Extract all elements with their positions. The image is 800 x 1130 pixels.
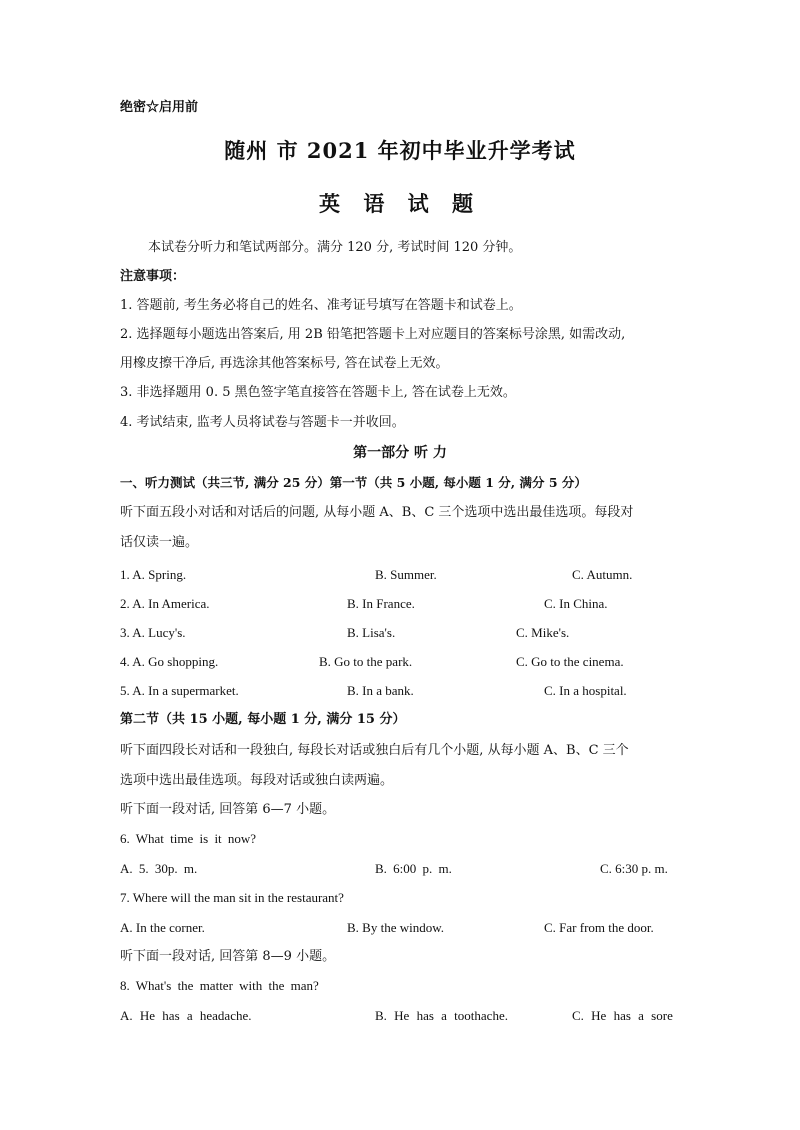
- question-stem: 8. What's the matter with the man?: [120, 978, 319, 993]
- question-option-a: 4. A. Go shopping.: [120, 654, 219, 669]
- question-option-b: B. Go to the park.: [319, 654, 413, 669]
- question-option-c: C. Go to the cinema.: [516, 654, 624, 669]
- question-option-c: C. In a hospital.: [544, 683, 627, 698]
- question-option-a: A. In the corner.: [120, 920, 205, 935]
- question-option-c: C. 6:30 p. m.: [600, 861, 668, 876]
- question-stem: 6. What time is it now?: [120, 831, 257, 846]
- section2-heading: 第二节（共 15 小题, 每小题 1 分, 满分 15 分）: [120, 712, 406, 727]
- note-item: 2. 选择题每小题选出答案后, 用 2B 铅笔把答题卡上对应题目的答案标号涂黑, 如需改动,: [120, 327, 626, 342]
- note-item: 3. 非选择题用 0. 5 黑色签字笔直接答在答题卡上, 答在试卷上无效。: [120, 385, 516, 400]
- question-option-b: B. 6:00 p. m.: [375, 861, 452, 876]
- note-item: 1. 答题前, 考生务必将自己的姓名、准考证号填写在答题卡和试卷上。: [120, 298, 522, 313]
- question-option-b: B. Summer.: [375, 567, 437, 582]
- question-option-b: B. In France.: [347, 596, 415, 611]
- question-option-a: 1. A. Spring.: [120, 567, 187, 582]
- dialog-intro: 听下面一段对话, 回答第 6—7 小题。: [120, 802, 336, 817]
- dialog-intro: 听下面一段对话, 回答第 8—9 小题。: [120, 949, 336, 964]
- question-option-c: C. Far from the door.: [544, 920, 654, 935]
- intro-text: 本试卷分听力和笔试两部分。满分 120 分, 考试时间 120 分钟。: [148, 240, 522, 255]
- question-option-c: C. In China.: [544, 596, 608, 611]
- note-item: 4. 考试结束, 监考人员将试卷与答题卡一并收回。: [120, 415, 405, 430]
- notes-heading: 注意事项：: [120, 269, 186, 284]
- question-option-a: 5. A. In a supermarket.: [120, 683, 239, 698]
- section2-instructions: 选项中选出最佳选项。每段对话或独白读两遍。: [120, 773, 394, 788]
- question-option-a: 2. A. In America.: [120, 596, 210, 611]
- question-option-c: C. He has a sore: [572, 1008, 673, 1023]
- question-option-c: C. Autumn.: [572, 567, 633, 582]
- secret-label: 绝密☆启用前: [120, 100, 199, 115]
- exam-title: 随州 市 2021 年初中毕业升学考试: [224, 138, 576, 163]
- question-option-c: C. Mike's.: [516, 625, 570, 640]
- question-stem: 7. Where will the man sit in the restaurant?: [120, 890, 344, 905]
- section1-instructions: 听下面五段小对话和对话后的问题, 从每小题 A、B、C 三个选项中选出最佳选项。每段对: [120, 505, 634, 520]
- question-option-a: A. 5. 30p. m.: [120, 861, 198, 876]
- question-option-b: B. By the window.: [347, 920, 445, 935]
- section1-heading: 一、听力测试（共三节, 满分 25 分）第一节（共 5 小题, 每小题 1 分, 满分 5 分）: [120, 475, 587, 490]
- part1-title: 第一部分 听 力: [353, 445, 447, 461]
- section1-instructions: 话仅读一遍。: [120, 535, 199, 550]
- subject-title: 英 语 试 题: [319, 191, 481, 216]
- section2-instructions: 听下面四段长对话和一段独白, 每段长对话或独白后有几个小题, 从每小题 A、B、C 三个: [120, 743, 629, 758]
- question-option-b: B. In a bank.: [347, 683, 414, 698]
- question-option-a: A. He has a headache.: [120, 1008, 252, 1023]
- question-option-b: B. Lisa's.: [347, 625, 396, 640]
- question-option-b: B. He has a toothache.: [375, 1008, 508, 1023]
- note-item: 用橡皮擦干净后, 再选涂其他答案标号, 答在试卷上无效。: [120, 356, 449, 371]
- question-option-a: 3. A. Lucy's.: [120, 625, 186, 640]
